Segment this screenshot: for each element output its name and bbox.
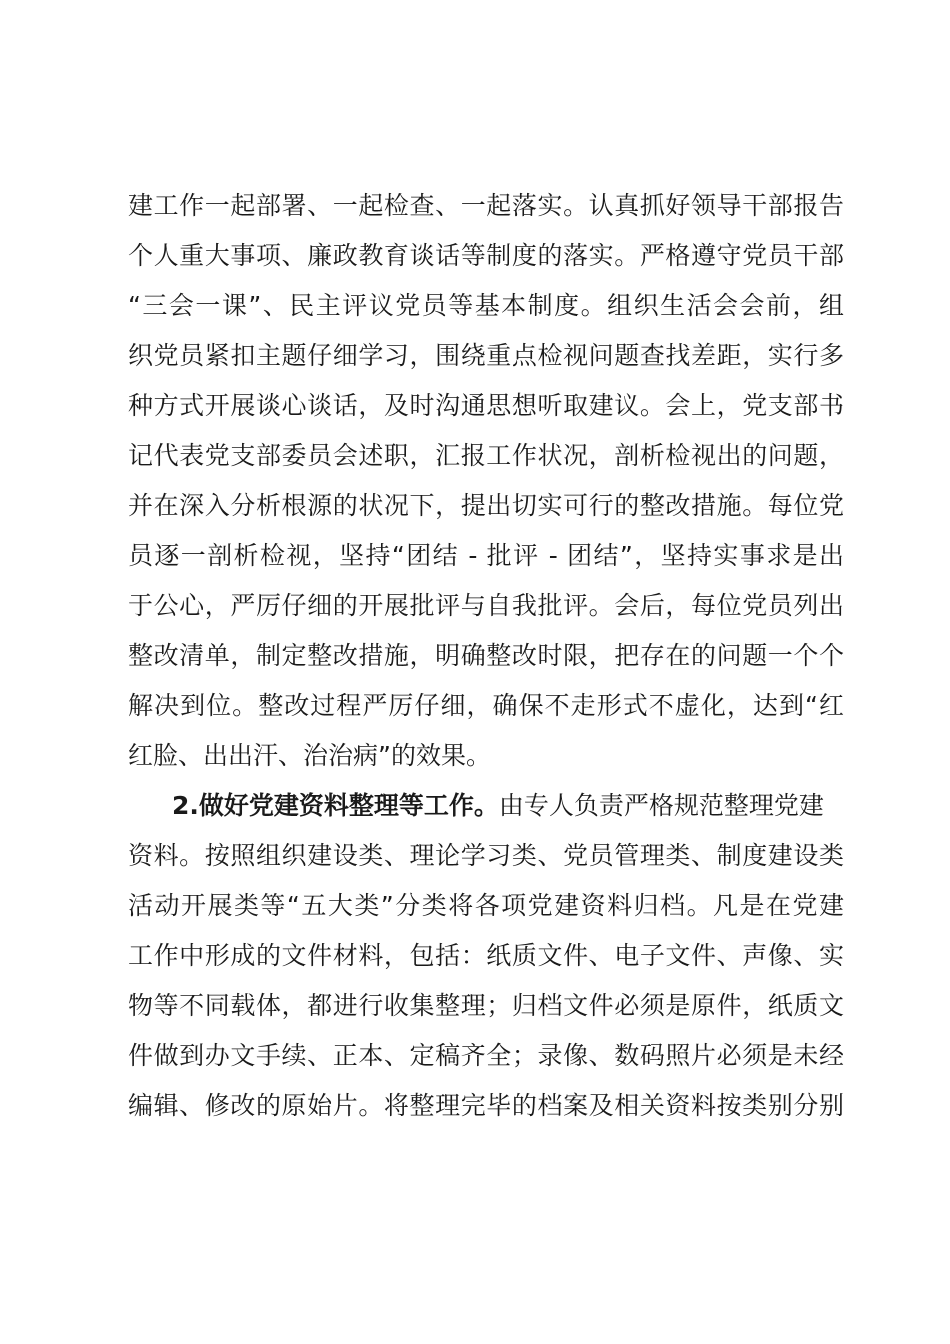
paragraph-line: 种方式开展谈心谈话，及时沟通思想听取建议。会上，党支部书 <box>128 391 844 420</box>
paragraph-line: 建工作一起部署、一起检查、一起落实。认真抓好领导干部报告 <box>128 191 844 220</box>
paragraph-line: “三会一课”、民主评议党员等基本制度。组织生活会会前，组 <box>128 291 844 320</box>
paragraph-line: 织党员紧扣主题仔细学习，围绕重点检视问题查找差距，实行多 <box>128 341 844 370</box>
paragraph-line: 件做到办文手续、正本、定稿齐全；录像、数码照片必须是未经 <box>128 1041 844 1070</box>
document-body <box>128 181 844 1131</box>
paragraph-line: 编辑、修改的原始片。将整理完毕的档案及相关资料按类别分别 <box>128 1091 844 1120</box>
paragraph-line: 红脸、出出汗、治治病”的效果。 <box>128 741 491 770</box>
paragraph-line: 物等不同载体，都进行收集整理；归档文件必须是原件，纸质文 <box>128 991 844 1020</box>
paragraph-line: 解决到位。整改过程严厉仔细，确保不走形式不虚化，达到“红 <box>128 691 844 720</box>
paragraph-line: 资料。按照组织建设类、理论学习类、党员管理类、制度建设类 <box>128 841 844 870</box>
paragraph-line: 活动开展类等“五大类”分类将各项党建资料归档。凡是在党建 <box>128 891 844 920</box>
section-heading: 2.做好党建资料整理等工作。 <box>172 791 499 820</box>
paragraph-line: 记代表党支部委员会述职，汇报工作状况，剖析检视出的问题， <box>128 441 844 470</box>
paragraph-line: 员逐一剖析检视，坚持“团结 - 批评 - 团结”，坚持实事求是出 <box>128 541 844 570</box>
paragraph-1 <box>128 181 844 781</box>
paragraph-first-line <box>128 781 844 831</box>
paragraph-2 <box>128 781 844 1131</box>
paragraph-text: 由专人负责严格规范整理党建 <box>498 791 824 820</box>
paragraph-line: 个人重大事项、廉政教育谈话等制度的落实。严格遵守党员干部 <box>128 241 844 270</box>
paragraph-line: 工作中形成的文件材料，包括：纸质文件、电子文件、声像、实 <box>128 941 844 970</box>
paragraph-line: 整改清单，制定整改措施，明确整改时限，把存在的问题一个个 <box>128 641 844 670</box>
paragraph-line: 于公心，严厉仔细的开展批评与自我批评。会后，每位党员列出 <box>128 591 844 620</box>
paragraph-line: 并在深入分析根源的状况下，提出切实可行的整改措施。每位党 <box>128 491 844 520</box>
